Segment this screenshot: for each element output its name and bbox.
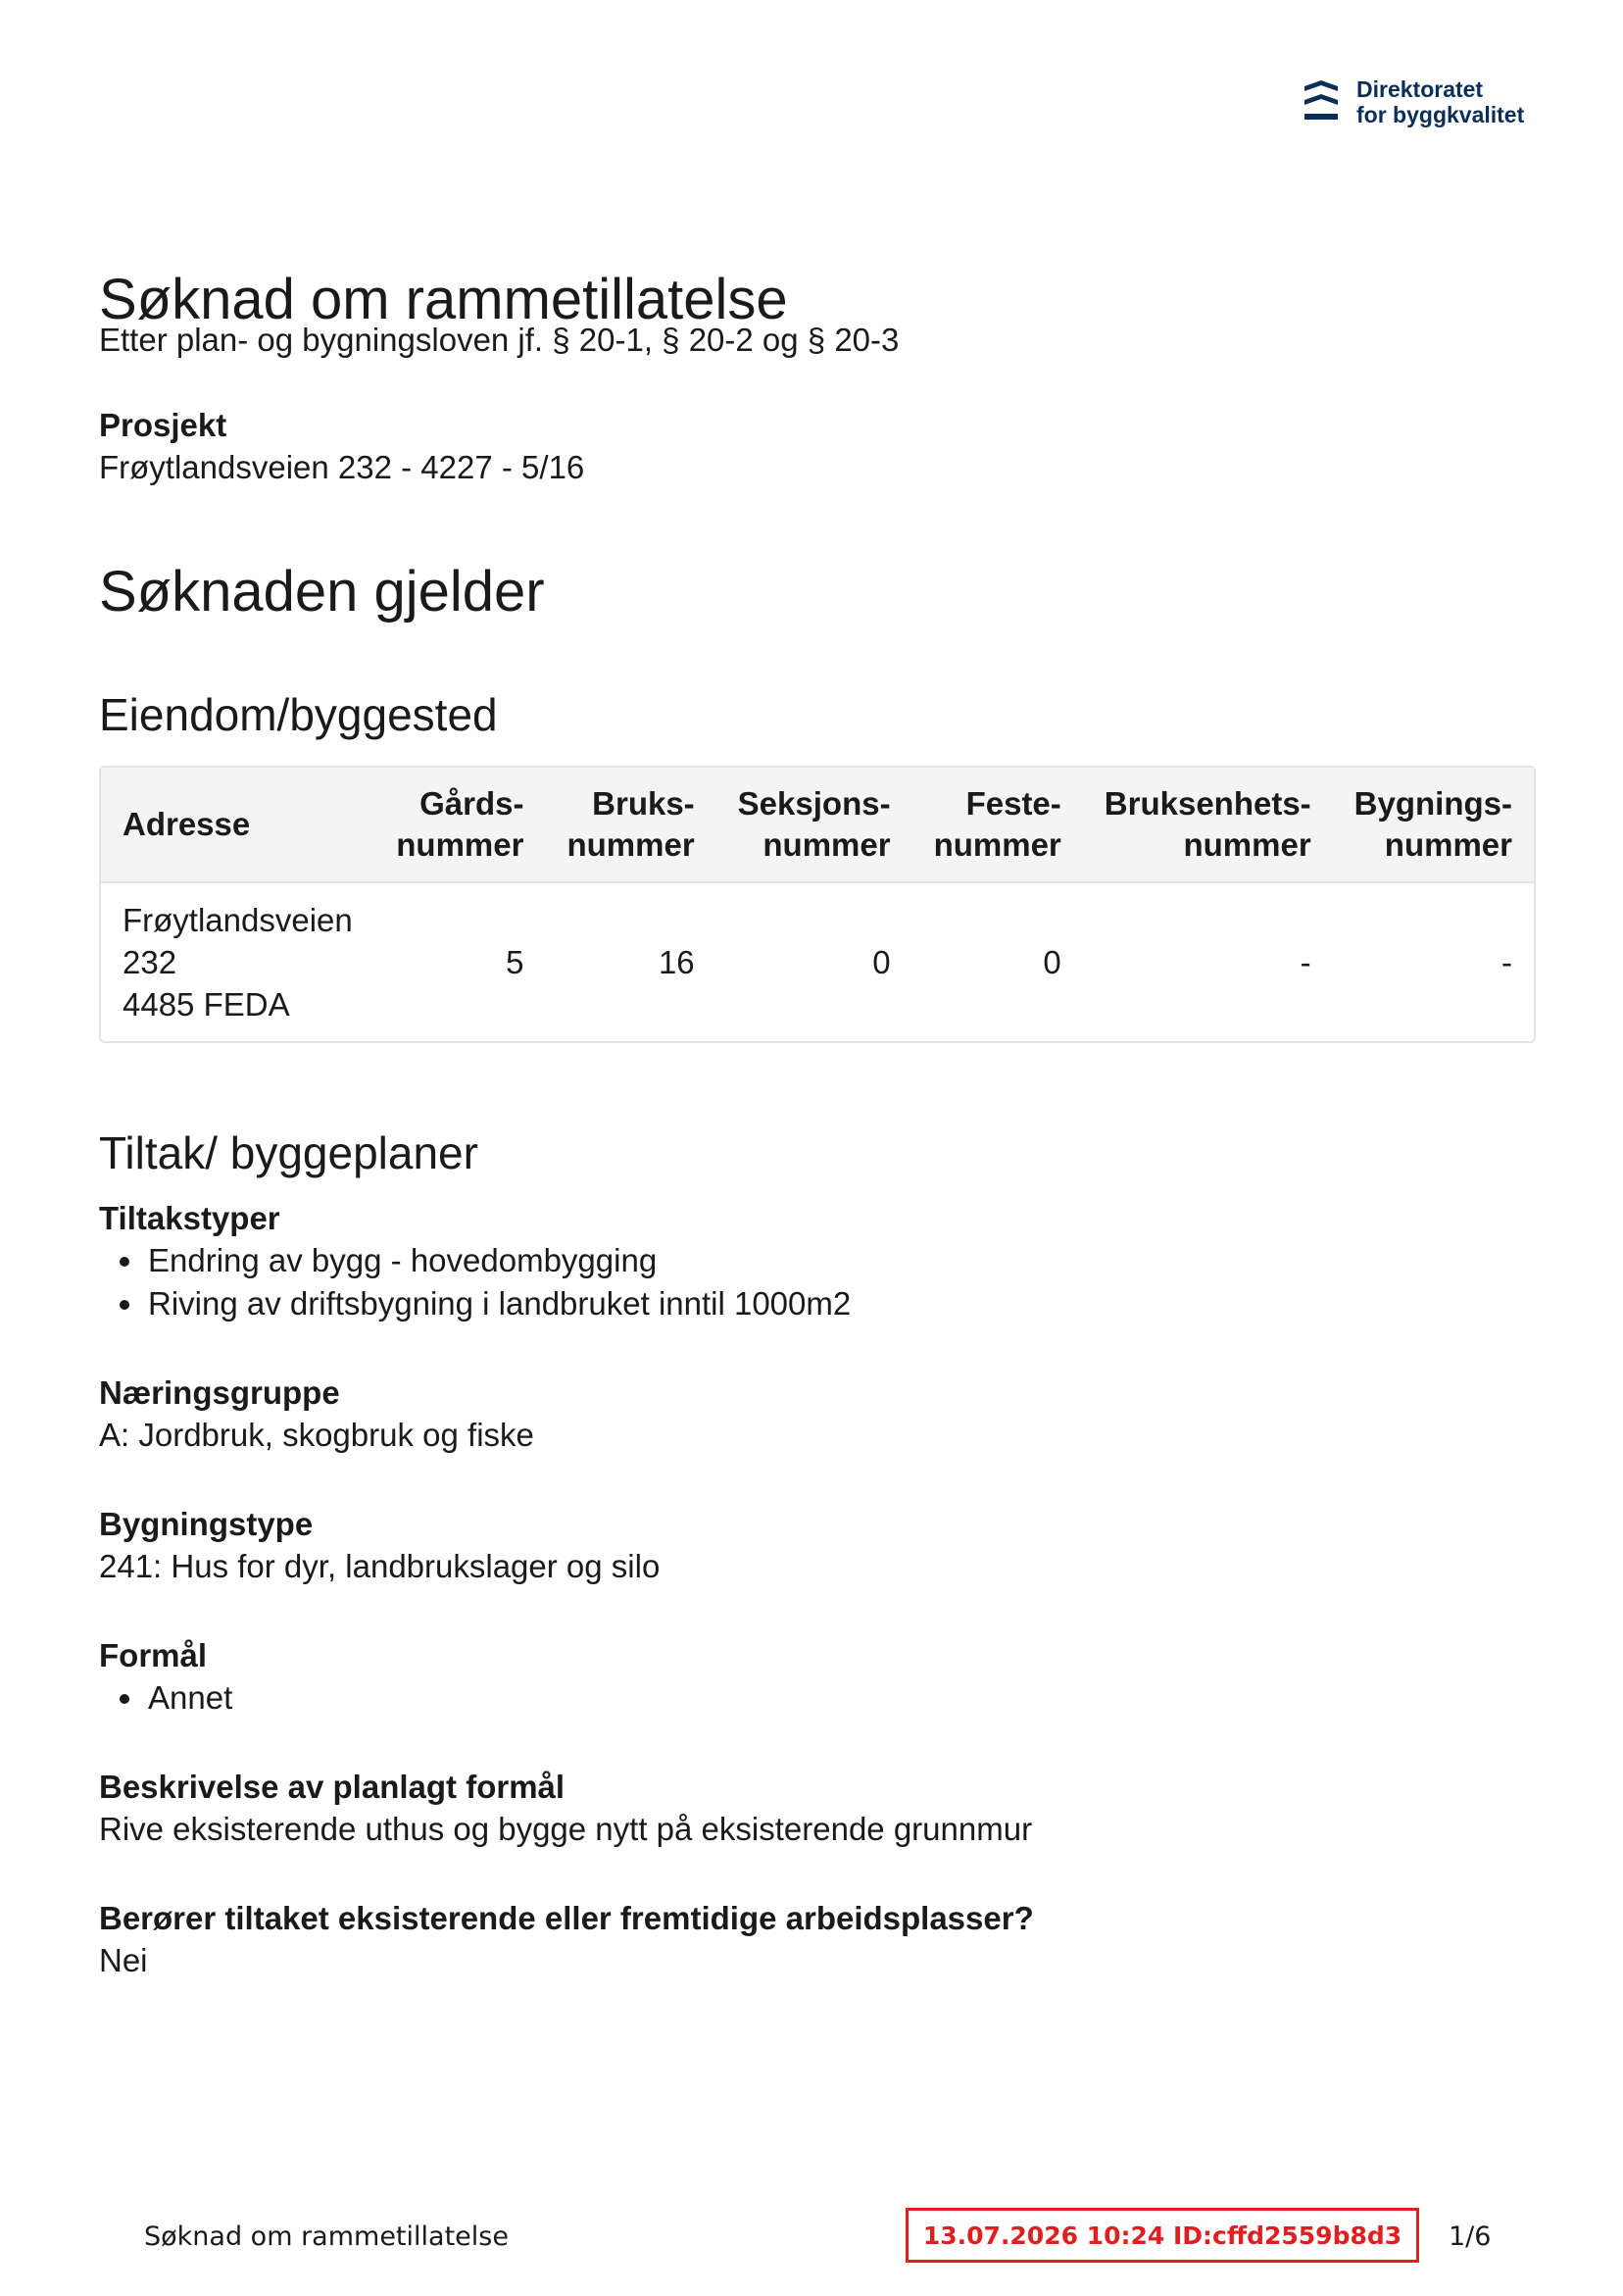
cell-bruksenhetsnummer: - — [1300, 944, 1311, 980]
col-header-bygningsnummer — [1333, 768, 1534, 883]
project-label: Prosjekt — [99, 407, 227, 443]
cell-bruksnummer: 16 — [658, 944, 695, 980]
address-line-2: 232 — [123, 944, 177, 980]
document-subtitle: Etter plan- og bygningsloven jf. § 20-1, § 20-2 og § 20-3 — [99, 322, 900, 358]
document-body — [99, 270, 1537, 1982]
building-type-label: Bygningstype — [99, 1506, 314, 1542]
address-line-1: Frøytlandsveien — [123, 902, 353, 938]
col-header-gardsnummer — [374, 768, 545, 883]
col-header-bruksnummer-line2: nummer — [566, 826, 695, 863]
col-header-seksjonsnummer — [716, 768, 912, 883]
dibk-chevron-logo-icon — [1302, 78, 1341, 125]
footer-title: Søknad om rammetillatelse — [144, 2221, 509, 2252]
table-row — [101, 883, 1534, 1041]
logo-line-1: Direktoratet — [1356, 76, 1484, 102]
list-item: • Endring av bygg - hovedombygging — [146, 1239, 1537, 1282]
col-header-adresse-text: Adresse — [123, 806, 251, 842]
industry-value: A: Jordbruk, skogbruk og fiske — [99, 1417, 534, 1453]
col-header-bruksenhetsnummer-line1: Bruksenhets- — [1104, 785, 1311, 822]
timestamp-id-stamp: 13.07.2026 10:24 ID:cffd2559b8d3 — [906, 2208, 1419, 2263]
project-value: Frøytlandsveien 232 - 4227 - 5/16 — [99, 449, 585, 485]
description-label: Beskrivelse av planlagt formål — [99, 1769, 566, 1805]
industry-label: Næringsgruppe — [99, 1374, 340, 1411]
cell-gardsnummer: 5 — [506, 944, 524, 980]
section-title: Søknaden gjelder — [99, 560, 545, 624]
col-header-gardsnummer-line2: nummer — [396, 826, 524, 863]
measure-types-list — [99, 1239, 1537, 1325]
col-header-seksjonsnummer-line1: Seksjons- — [737, 785, 891, 822]
col-header-gardsnummer-line1: Gårds- — [419, 785, 524, 822]
property-table — [99, 766, 1536, 1043]
cell-adresse — [101, 883, 374, 1041]
measure-types-label: Tiltakstyper — [99, 1200, 280, 1236]
purpose-label: Formål — [99, 1637, 208, 1673]
col-header-adresse — [101, 768, 374, 883]
purpose-list — [99, 1676, 1537, 1720]
description-value: Rive eksisterende uthus og bygge nytt på eksisterende grunnmur — [99, 1811, 1033, 1847]
cell-seksjonsnummer: 0 — [872, 944, 891, 980]
building-type-value: 241: Hus for dyr, landbrukslager og silo — [99, 1548, 661, 1584]
col-header-bruksnummer-line1: Bruks- — [592, 785, 695, 822]
logo-wordmark — [1356, 76, 1524, 127]
cell-bygningsnummer: - — [1501, 944, 1512, 980]
document-title: Søknad om rammetillatelse — [99, 268, 788, 331]
measures-title: Tiltak/ byggeplaner — [99, 1127, 478, 1178]
page-number: 1/6 — [1449, 2221, 1492, 2252]
col-header-festenummer — [912, 768, 1083, 883]
logo-line-2: for byggkvalitet — [1356, 102, 1525, 127]
list-item: • Riving av driftsbygning i landbruket inntil 1000m2 — [146, 1282, 1537, 1325]
brand-logo — [1302, 76, 1524, 127]
property-table-header-row — [101, 768, 1534, 883]
workplaces-value: Nei — [99, 1942, 148, 1978]
address-line-3: 4485 FEDA — [123, 986, 290, 1023]
col-header-bygningsnummer-line1: Bygnings- — [1353, 785, 1512, 822]
workplaces-label: Berører tiltaket eksisterende eller fremtidige arbeidsplasser? — [99, 1900, 1034, 1936]
cell-festenummer: 0 — [1043, 944, 1061, 980]
col-header-festenummer-line1: Feste- — [965, 785, 1061, 822]
col-header-bruksnummer — [545, 768, 715, 883]
col-header-festenummer-line2: nummer — [933, 826, 1061, 863]
col-header-bygningsnummer-line2: nummer — [1384, 826, 1512, 863]
col-header-bruksenhetsnummer-line2: nummer — [1183, 826, 1311, 863]
col-header-bruksenhetsnummer — [1083, 768, 1333, 883]
col-header-seksjonsnummer-line2: nummer — [762, 826, 891, 863]
property-title: Eiendom/byggested — [99, 689, 498, 740]
list-item: • Annet — [146, 1676, 1537, 1720]
